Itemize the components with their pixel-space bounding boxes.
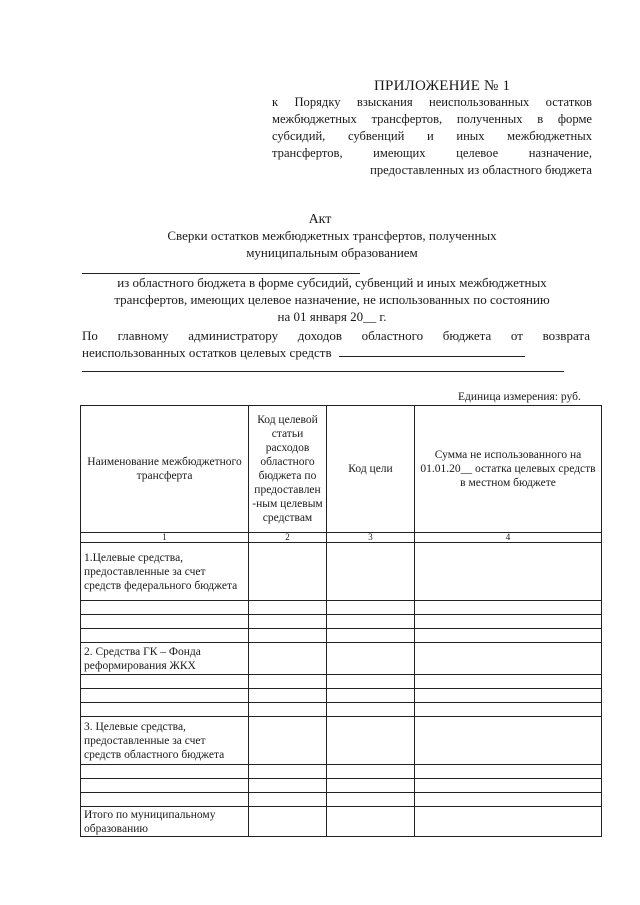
table-cell[interactable] <box>249 765 327 779</box>
table-cell[interactable] <box>81 601 249 615</box>
administrator-blank[interactable] <box>339 344 525 357</box>
section-housing-fund: 2. Средства ГК – Фонда реформирования ЖКХ <box>81 643 249 675</box>
appendix-line: межбюджетных трансфертов, полученных в форме <box>272 112 592 126</box>
table-cell[interactable] <box>249 601 327 615</box>
administrator-blank-line[interactable] <box>82 371 564 372</box>
table-row <box>81 703 602 717</box>
column-number-row <box>81 533 602 543</box>
table-cell[interactable] <box>415 779 602 793</box>
header-transfer-name: Наименование межбюджетного трансферта <box>81 406 249 533</box>
administrator-line: По главному администратору доходов областного бюджета от возврата <box>82 328 590 343</box>
municipality-blank[interactable] <box>82 261 360 274</box>
section-federal: 1.Целевые средства, предоставленные за счет средств федерального бюджета <box>81 543 249 601</box>
municipality-label: муниципальным образованием <box>246 245 418 260</box>
table-cell[interactable] <box>249 675 327 689</box>
table-cell[interactable] <box>327 807 415 837</box>
table-cell[interactable] <box>249 629 327 643</box>
table-row <box>81 643 602 675</box>
table-cell[interactable] <box>415 615 602 629</box>
administrator-block <box>82 327 590 361</box>
table-cell[interactable] <box>327 689 415 703</box>
table-row <box>81 689 602 703</box>
table-row <box>81 675 602 689</box>
table-row <box>81 717 602 765</box>
table-cell[interactable] <box>327 703 415 717</box>
table-cell[interactable] <box>327 793 415 807</box>
appendix-line: к Порядку взыскания неиспользованных остатков <box>272 95 592 109</box>
table-row <box>81 793 602 807</box>
table-cell[interactable] <box>327 629 415 643</box>
column-number: 4 <box>415 533 602 543</box>
act-line: Сверки остатков межбюджетных трансфертов, полученных <box>167 228 497 243</box>
table-cell[interactable] <box>327 765 415 779</box>
table-cell[interactable] <box>249 793 327 807</box>
table-cell[interactable] <box>327 643 415 675</box>
table-cell[interactable] <box>415 601 602 615</box>
table-cell[interactable] <box>81 779 249 793</box>
appendix-line: трансфертов, имеющих целевое назначение, <box>272 146 592 160</box>
table-cell[interactable] <box>415 643 602 675</box>
table-cell[interactable] <box>415 543 602 601</box>
table-row <box>81 765 602 779</box>
table-cell[interactable] <box>415 629 602 643</box>
table-cell[interactable] <box>415 703 602 717</box>
table-row <box>81 615 602 629</box>
header-target-code: Код целевой статьи расходов областного бюджета по предоставлен -ным целевым средствам <box>249 406 327 533</box>
table-cell[interactable] <box>327 615 415 629</box>
table-cell[interactable] <box>81 615 249 629</box>
table-cell[interactable] <box>249 615 327 629</box>
table-cell[interactable] <box>81 703 249 717</box>
column-number: 2 <box>249 533 327 543</box>
table-cell[interactable] <box>249 717 327 765</box>
table-cell[interactable] <box>249 779 327 793</box>
table-cell[interactable] <box>327 779 415 793</box>
act-line: трансфертов, имеющих целевое назначение, не использованных по состоянию <box>114 292 550 307</box>
table-cell[interactable] <box>249 643 327 675</box>
section-regional: 3. Целевые средства, предоставленные за счет средств областного бюджета <box>81 717 249 765</box>
table-cell[interactable] <box>415 675 602 689</box>
unused-funds-label: неиспользованных остатков целевых средств <box>82 345 332 360</box>
column-number: 3 <box>327 533 415 543</box>
act-description <box>82 227 582 325</box>
act-line: из областного бюджета в форме субсидий, субвенций и иных межбюджетных <box>117 275 547 290</box>
total-label: Итого по муниципальному образованию <box>81 807 249 837</box>
act-line: на 01 января 20__ г. <box>277 309 387 324</box>
unit-of-measure: Единица измерения: руб. <box>458 391 581 403</box>
header-unused-amount: Сумма не использованного на 01.01.20__ остатка целевых средств в местном бюджете <box>415 406 602 533</box>
appendix-reference <box>272 94 592 179</box>
header-goal-code: Код цели <box>327 406 415 533</box>
act-title: Акт <box>308 212 332 227</box>
table-cell[interactable] <box>249 689 327 703</box>
column-number: 1 <box>81 533 249 543</box>
table-cell[interactable] <box>81 629 249 643</box>
table-cell[interactable] <box>81 675 249 689</box>
table-cell[interactable] <box>415 717 602 765</box>
table-cell[interactable] <box>249 543 327 601</box>
table-cell[interactable] <box>415 689 602 703</box>
table-row <box>81 543 602 601</box>
table-cell[interactable] <box>249 807 327 837</box>
appendix-title: ПРИЛОЖЕНИЕ № 1 <box>374 78 511 94</box>
table-cell[interactable] <box>81 793 249 807</box>
total-row <box>81 807 602 837</box>
table-row <box>81 779 602 793</box>
table-cell[interactable] <box>81 765 249 779</box>
administrator-line-2 <box>82 344 590 361</box>
table-cell[interactable] <box>327 543 415 601</box>
table-header-row <box>81 406 602 533</box>
table-cell[interactable] <box>415 765 602 779</box>
table-cell[interactable] <box>327 601 415 615</box>
table-cell[interactable] <box>249 703 327 717</box>
appendix-line: субсидий, субвенций и иных межбюджетных <box>272 129 592 143</box>
table-cell[interactable] <box>81 689 249 703</box>
table-cell[interactable] <box>415 807 602 837</box>
table-cell[interactable] <box>327 717 415 765</box>
act-line-municipality <box>82 244 582 274</box>
table-row <box>81 601 602 615</box>
appendix-line: предоставленных из областного бюджета <box>370 163 592 177</box>
table-row <box>81 629 602 643</box>
reconciliation-table <box>80 405 602 837</box>
table-cell[interactable] <box>415 793 602 807</box>
table-cell[interactable] <box>327 675 415 689</box>
